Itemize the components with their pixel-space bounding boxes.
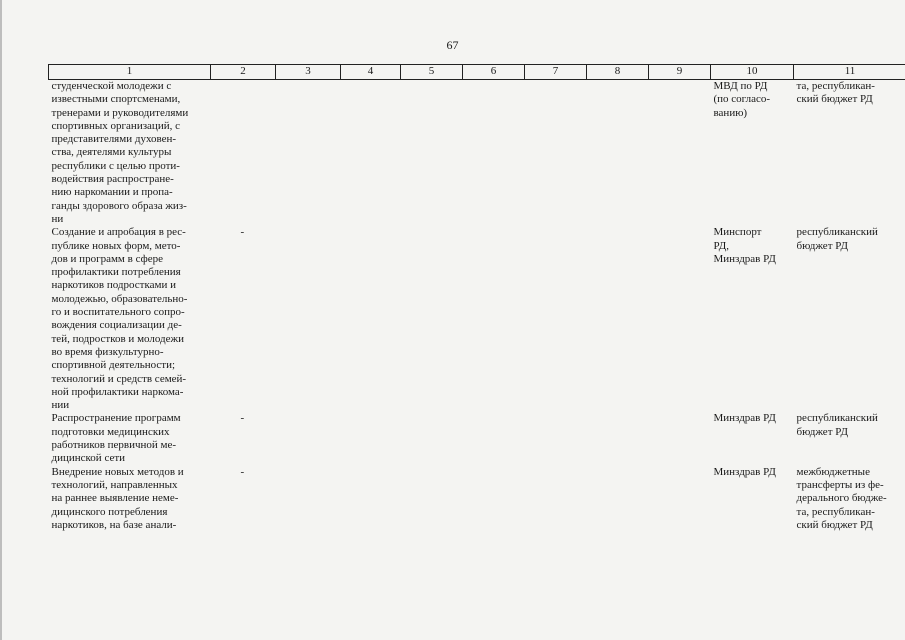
col2-value: - bbox=[240, 412, 245, 425]
header-col-7: 7 bbox=[525, 65, 587, 80]
header-col-11: 11 bbox=[794, 65, 905, 80]
funding-source: республиканский бюджет РД bbox=[796, 226, 878, 252]
measure-description: Распространение программ подготовки медицинских работников первичной ме- дицинской сети bbox=[51, 412, 181, 465]
executor: МВД по РД (по согласо- ванию) bbox=[713, 80, 771, 119]
measures-table bbox=[48, 64, 905, 532]
table-row bbox=[49, 412, 905, 465]
page-edge bbox=[0, 0, 2, 640]
col2-value bbox=[211, 80, 276, 227]
header-col-6: 6 bbox=[463, 65, 525, 80]
executor: Минспорт РД, Минздрав РД bbox=[713, 226, 776, 265]
header-col-1: 1 bbox=[49, 65, 211, 80]
funding-source: та, республикан- ский бюджет РД bbox=[796, 80, 875, 106]
header-col-3: 3 bbox=[276, 65, 341, 80]
header-col-2: 2 bbox=[211, 65, 276, 80]
header-row bbox=[49, 65, 905, 80]
table-row bbox=[49, 466, 905, 532]
header-col-4: 4 bbox=[341, 65, 401, 80]
header-col-9: 9 bbox=[649, 65, 711, 80]
col2-value: - bbox=[240, 226, 245, 239]
executor: Минздрав РД bbox=[713, 412, 776, 425]
measure-description: Внедрение новых методов и технологий, направленных на раннее выявление неме- дицинского потребления наркотиков, на базе анали- bbox=[51, 465, 184, 531]
measure-description: Создание и апробация в рес- публике новых форм, мето- дов и программ в сфере профилактики потребления наркотиков подростками и молодежью, образовательно- го и воспитательного сопро- вождения социализации де- тей, подростков и молодежи во время физкультурно- спортивной деятельности; технологий и средств семей- ной профилактики наркома- нии bbox=[51, 226, 188, 412]
executor: Минздрав РД bbox=[713, 465, 776, 478]
header-col-8: 8 bbox=[587, 65, 649, 80]
header-col-10: 10 bbox=[711, 65, 794, 80]
page-number: 67 bbox=[446, 38, 459, 52]
funding-source: межбюджетные трансферты из фе- дерального бюдже- та, республикан- ский бюджет РД bbox=[796, 465, 887, 531]
funding-source: республиканский бюджет РД bbox=[796, 412, 878, 438]
measure-description: студенческой молодежи с известными спортсменами, тренерами и руководителями спортивных организаций, с представителями духовен- ства, деятелями культуры республики с целью проти- водействия распростране- нию наркомании и пропа- ганды здорового образа жиз- ни bbox=[51, 80, 189, 225]
header-col-5: 5 bbox=[401, 65, 463, 80]
table-row bbox=[49, 80, 905, 227]
table-row bbox=[49, 226, 905, 412]
col2-value: - bbox=[240, 465, 245, 478]
